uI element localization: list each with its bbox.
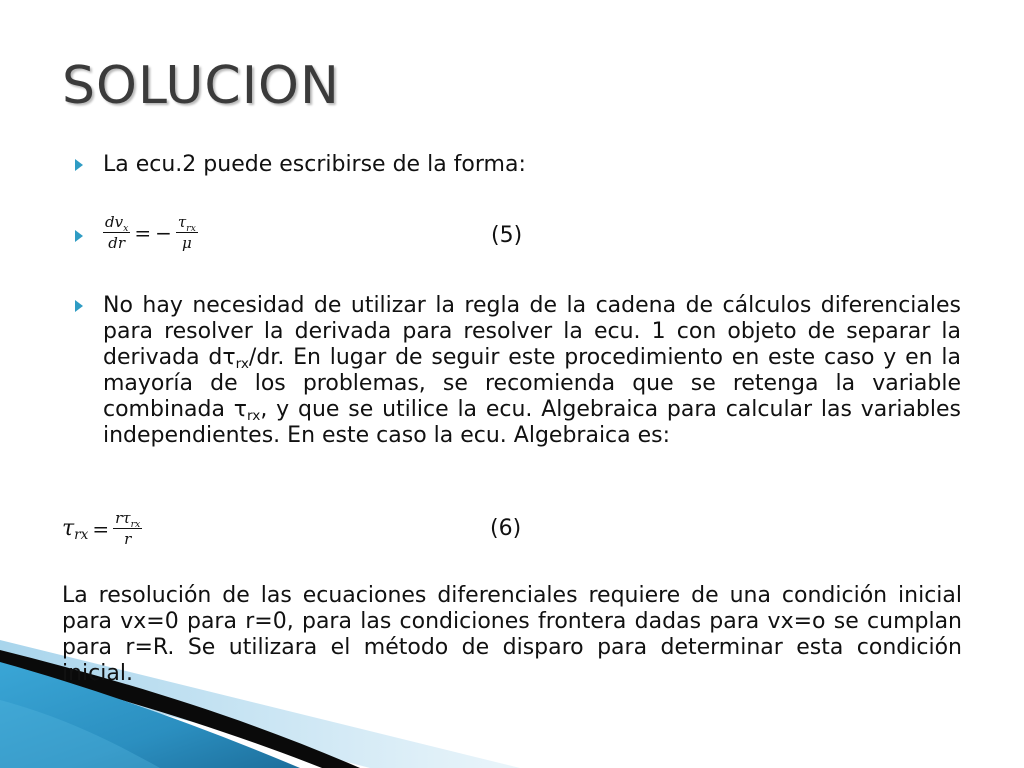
bullet-arrow-icon (75, 300, 83, 312)
bullet3-part1: No hay necesidad de utilizar la regla de la cadena de cálculos diferenciales para resolver la derivada para resolver la ecu. 1 con objeto de separar la derivada dτ (103, 293, 961, 370)
conclusion-paragraph: La resolución de las ecuaciones diferenciales requiere de una condición inicial para vx=0 para r=0, para las condiciones frontera dadas para vx=o se cumplan para r=R. Se utilizara el método de disparo para determinar esta condición inicial. (62, 583, 962, 686)
bullet3-part2: /dr. En lugar de seguir este procedimiento en este caso y en la mayoría de los problemas, se recomienda que se retenga la variable combinada τ (103, 345, 961, 422)
equation-6 (62, 510, 142, 548)
eq5-equals: = (134, 221, 152, 245)
eq5-lhs-fraction (103, 214, 130, 252)
eq5-rhs-numerator: τ (177, 213, 187, 231)
slide-title: SOLUCION (62, 56, 340, 116)
eq5-minus: − (155, 221, 172, 245)
eq5-lhs-numerator: dv (105, 213, 124, 231)
eq5-rhs-fraction (176, 214, 198, 252)
bullet-text-1: La ecu.2 puede escribirse de la forma: (103, 152, 526, 177)
equation-5 (103, 214, 198, 252)
bullet-arrow-icon (75, 230, 83, 242)
eq6-rhs-numerator-sub: rx (130, 519, 141, 530)
bullet-arrow-icon (75, 159, 83, 171)
bullet3-part3: , y que se utilice la ecu. Algebraica para calcular las variables independientes. En este caso la ecu. Algebraica es: (103, 397, 961, 448)
bullet3-sub1: rx (235, 356, 249, 372)
bullet3-sub2: rx (247, 408, 261, 424)
bullet-text-3 (103, 293, 961, 449)
eq5-lhs-denominator: dr (108, 234, 126, 252)
eq6-rhs-denominator: r (124, 530, 132, 548)
eq6-rhs-numerator: rτ (115, 509, 131, 527)
eq6-number: (6) (490, 516, 522, 541)
eq5-lhs-numerator-sub: x (123, 223, 129, 234)
eq6-lhs-sub: rx (74, 527, 89, 543)
eq6-rhs-fraction (113, 510, 142, 548)
eq5-rhs-denominator: μ (181, 234, 192, 252)
eq5-rhs-numerator-sub: rx (186, 223, 196, 234)
eq6-lhs: τ (62, 516, 75, 541)
eq5-number: (5) (491, 223, 523, 248)
eq6-equals: = (92, 517, 110, 541)
